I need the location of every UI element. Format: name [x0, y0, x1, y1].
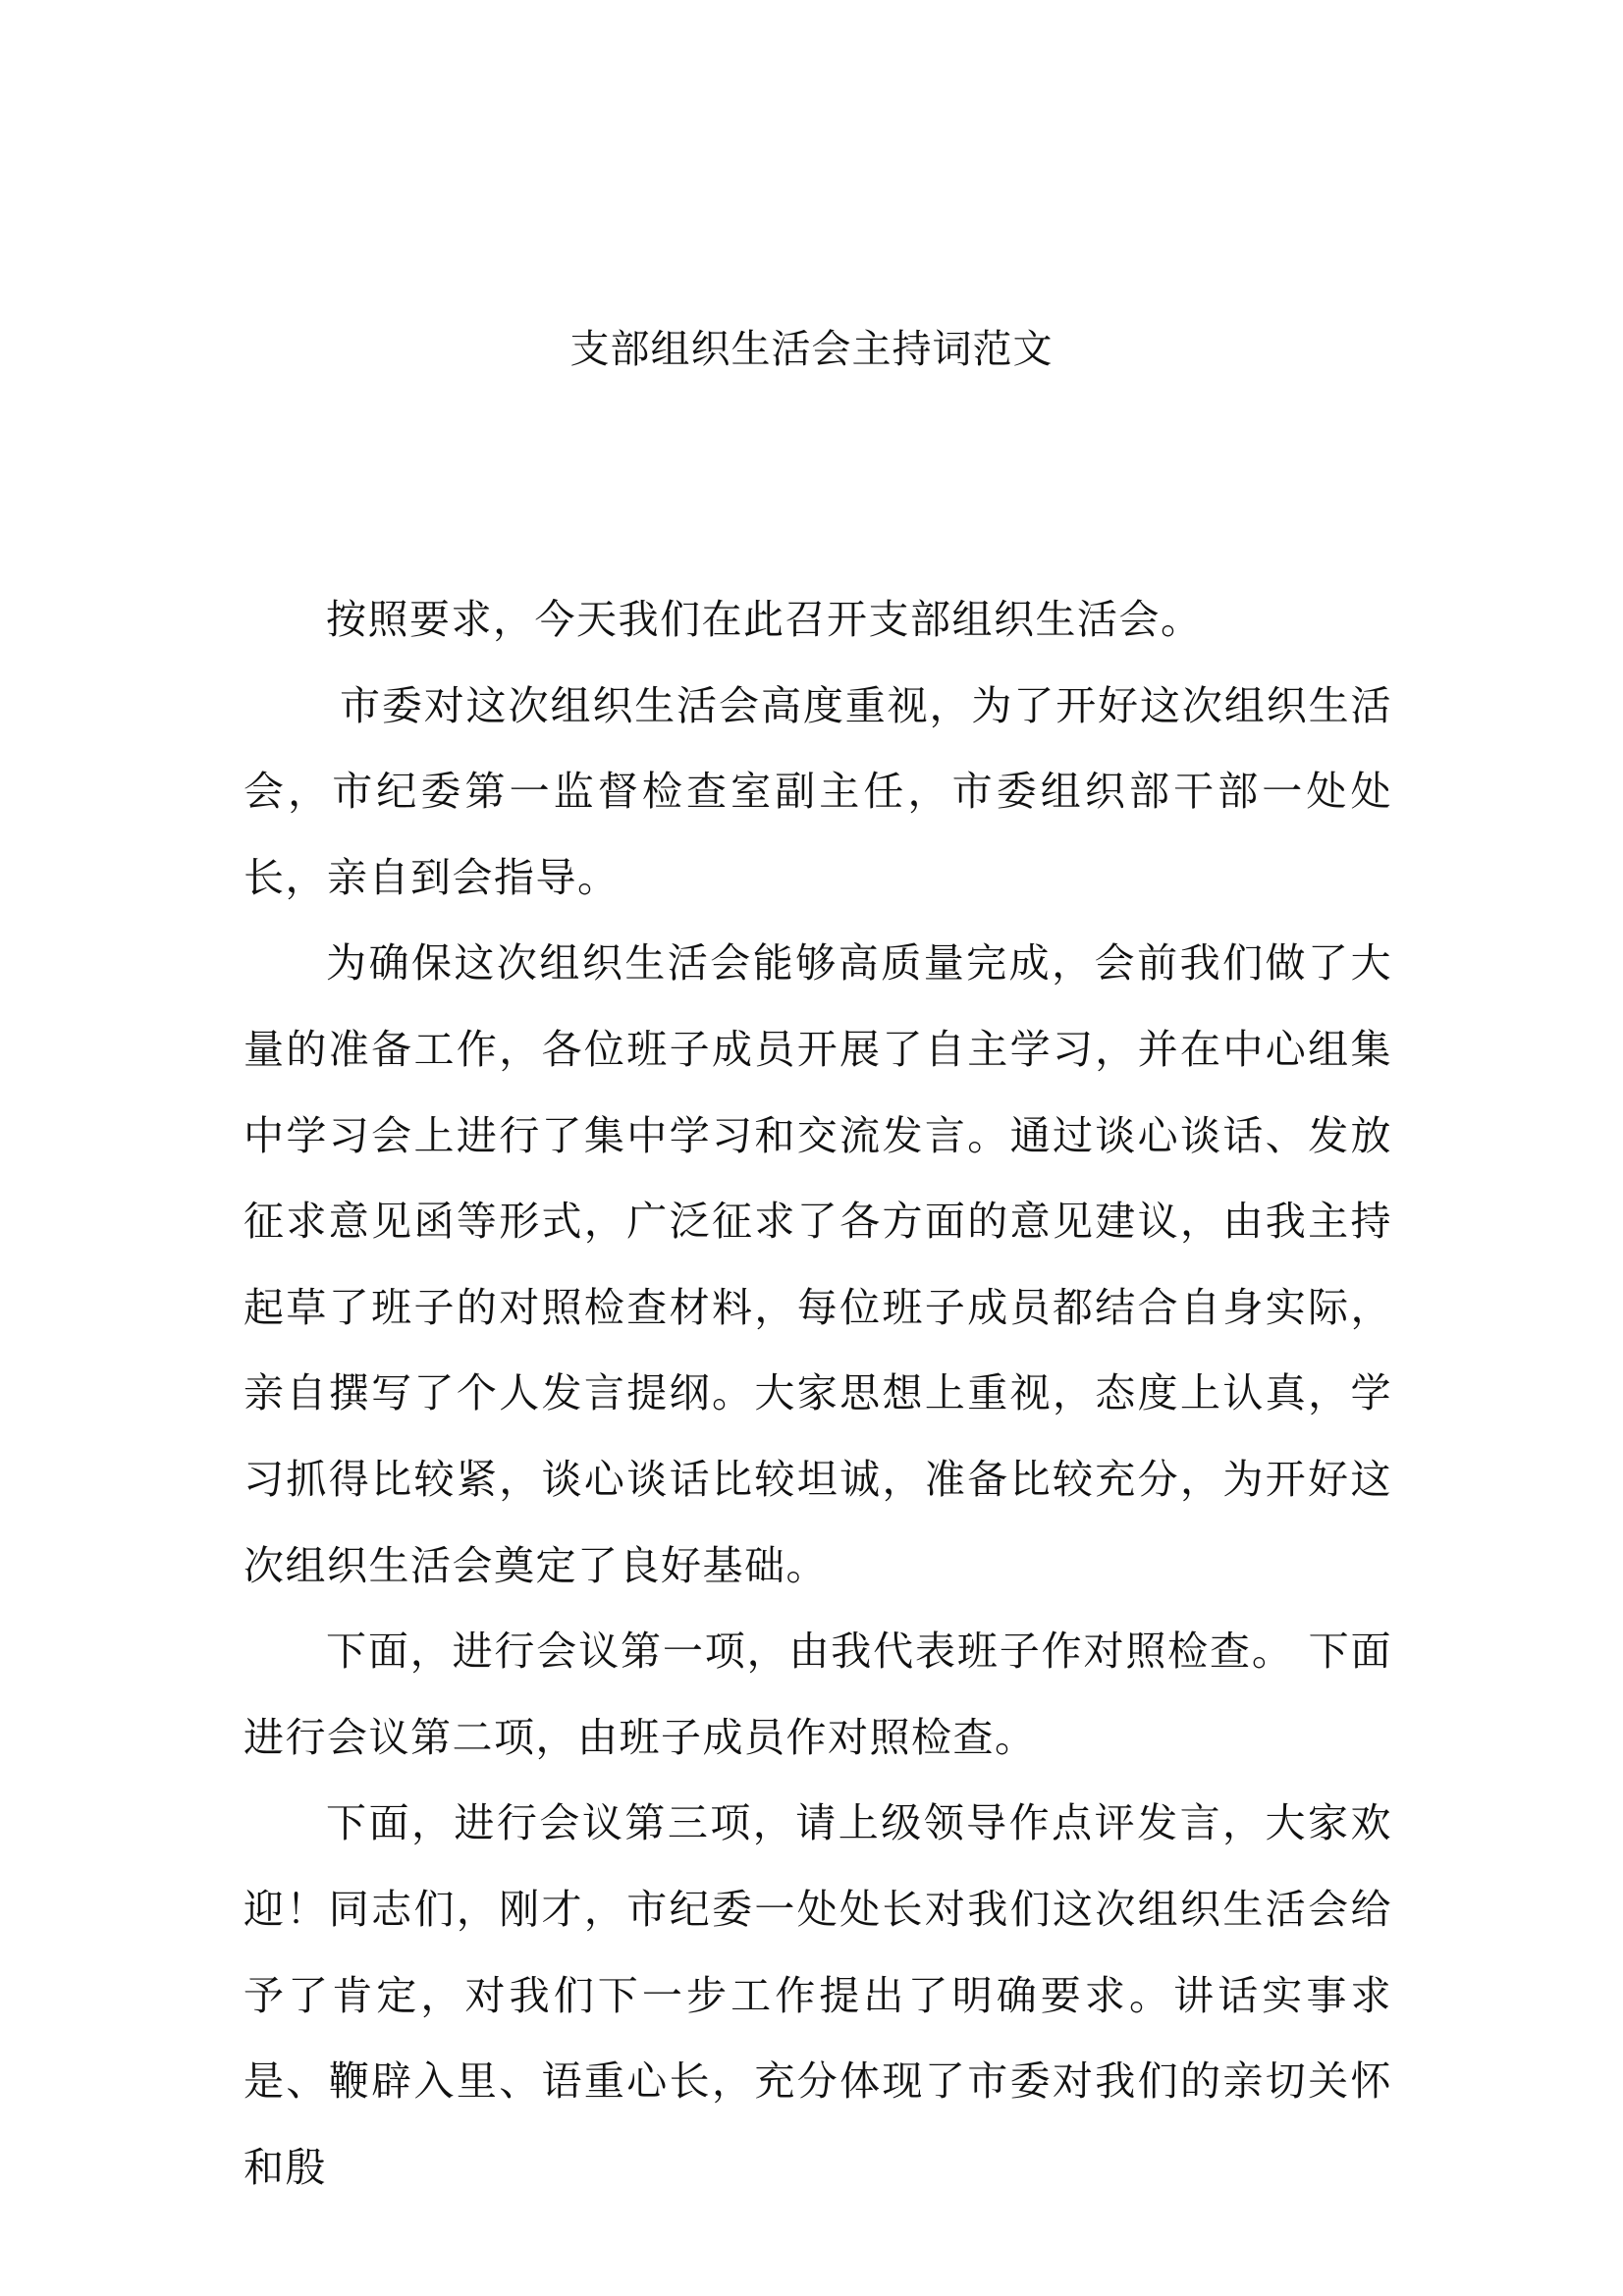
- paragraph-agenda-items: 下面，进行会议第一项，由我代表班子作对照检查。 下面进行会议第二项，由班子成员作对照检查。: [243, 1628, 1392, 1761]
- paragraph-preparation: 为确保这次组织生活会能够高质量完成，会前我们做了大量的准备工作，各位班子成员开展了自主学习，并在中心组集中学习会上进行了集中学习和交流发言。通过谈心谈话、发放征求意见函等形式，广泛征求了各方面的意见建议，由我主持起草了班子的对照检查材料，每位班子成员都结合自身实际，亲自撰写了个人发言提纲。大家思想上重视，态度上认真，学习抓得比较紧，谈心谈话比较坦诚，准备比较充分，为开好这次组织生活会奠定了良好基础。: [243, 939, 1392, 1589]
- document-body: [243, 577, 1392, 2211]
- paragraph-opening: 按照要求，今天我们在此召开支部组织生活会。: [326, 596, 1203, 643]
- document-title: 支部组织生活会主持词范文: [569, 327, 1054, 372]
- paragraph-guidance: 市委对这次组织生活会高度重视，为了开好这次组织生活会，市纪委第一监督检查室副主任，市委组织部干部一处处长，亲自到会指导。: [243, 681, 1392, 901]
- paragraph-leader-comments: 下面，进行会议第三项，请上级领导作点评发言，大家欢迎！同志们，刚才，市纪委一处处长对我们这次组织生活会给予了肯定，对我们下一步工作提出了明确要求。讲话实事求是、鞭辟入里、语重心长，充分体现了市委对我们的亲切关怀和殷: [243, 1799, 1392, 2191]
